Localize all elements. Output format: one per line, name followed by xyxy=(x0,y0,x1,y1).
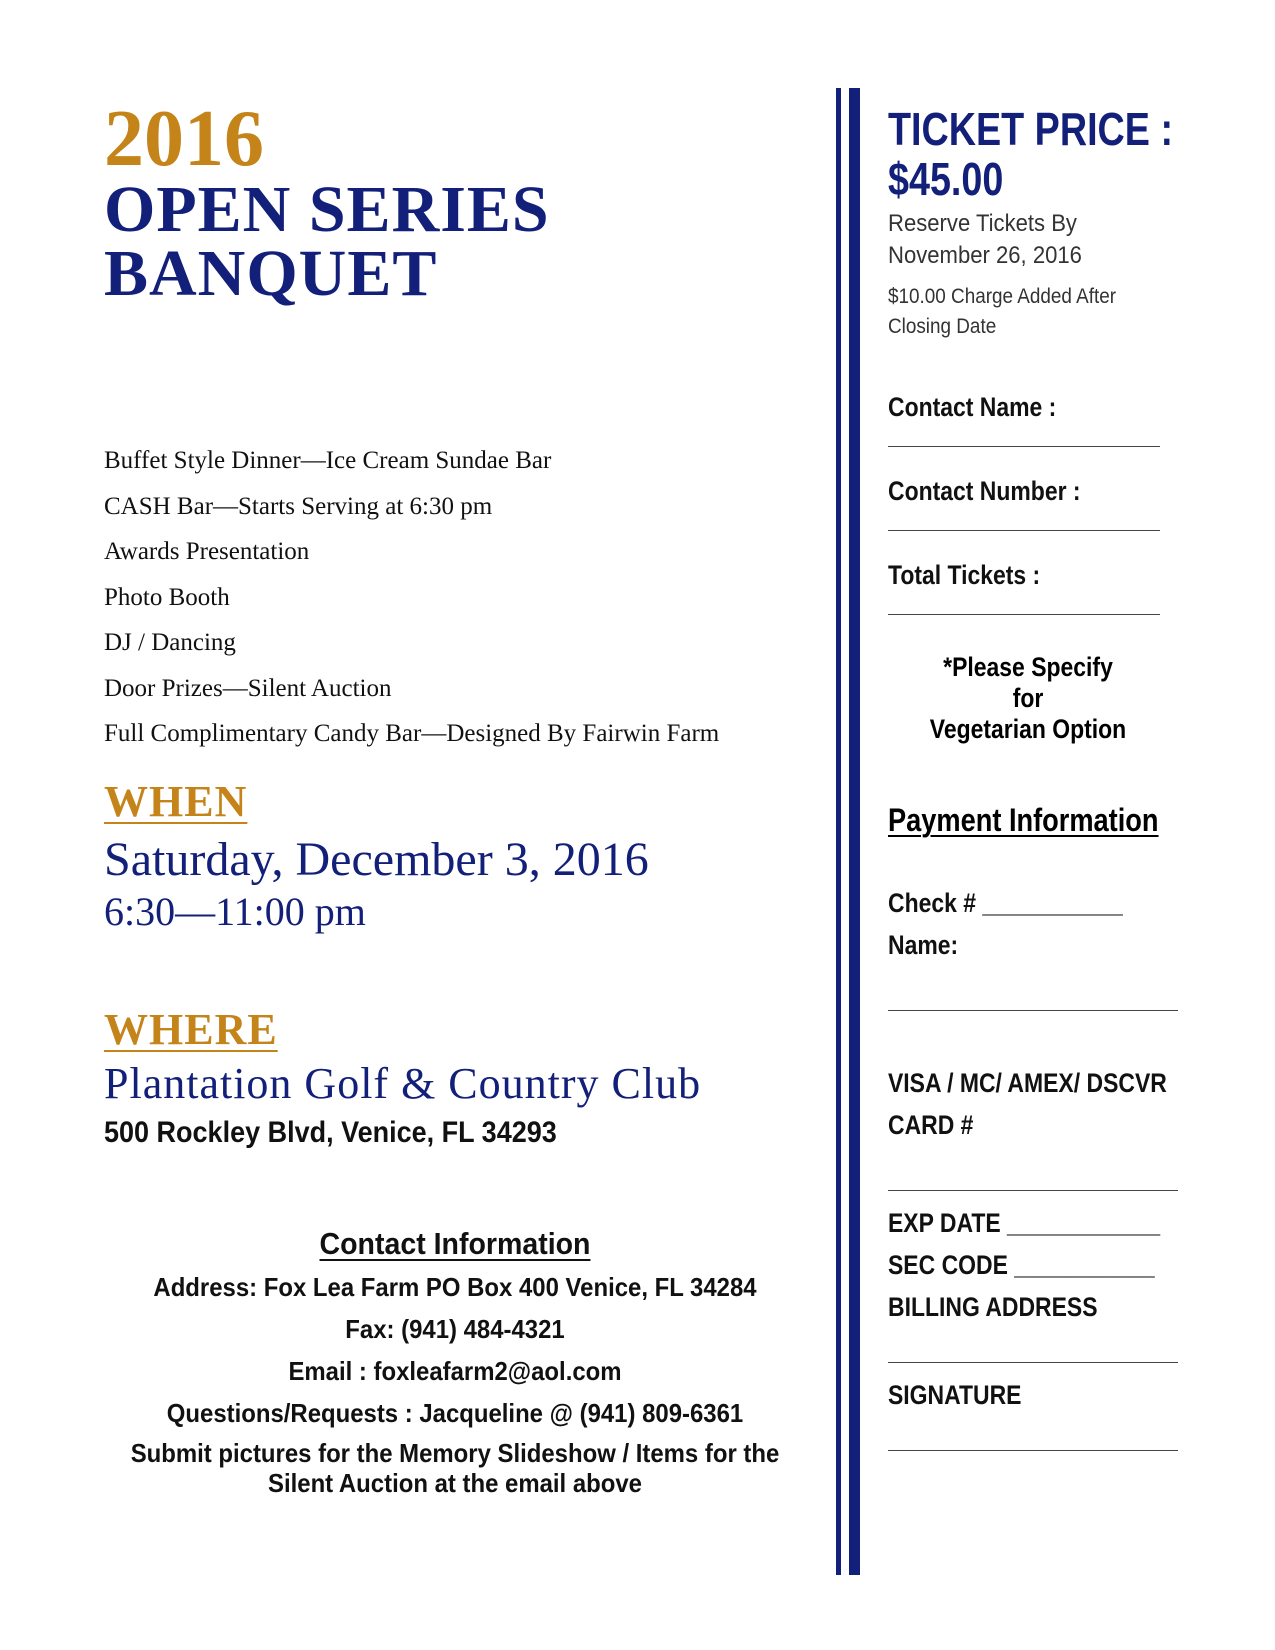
event-date: Saturday, December 3, 2016 xyxy=(104,833,649,886)
features-list xyxy=(104,444,719,763)
ticket-price-label: TICKET PRICE : xyxy=(888,103,1174,155)
event-title-line1: OPEN SERIES xyxy=(104,173,550,246)
ticket-panel xyxy=(888,104,1218,342)
feature-item: Awards Presentation xyxy=(104,538,310,565)
contact-address: Address: Fox Lea Farm PO Box 400 Venice, FL 34284 xyxy=(153,1272,757,1302)
check-number-field[interactable]: Check # ___________ xyxy=(888,888,1123,918)
venue-name: Plantation Golf & Country Club xyxy=(104,1059,702,1108)
reserve-line1: Reserve Tickets By xyxy=(888,210,1077,237)
submit-note-line1: Submit pictures for the Memory Slideshow / Items for the xyxy=(130,1438,780,1468)
charge-line1: $10.00 Charge Added After xyxy=(888,285,1117,308)
charge-line2: Closing Date xyxy=(888,315,997,338)
name-label: Name: xyxy=(888,930,959,960)
event-year: 2016 xyxy=(104,95,264,183)
late-charge-note xyxy=(888,282,1185,342)
event-time: 6:30—11:00 pm xyxy=(104,889,366,934)
signature-label: SIGNATURE xyxy=(888,1380,1022,1410)
sec-code-field[interactable]: SEC CODE ___________ xyxy=(888,1250,1155,1280)
contact-questions: Questions/Requests : Jacqueline @ (941) 809-6361 xyxy=(166,1398,744,1428)
feature-item: DJ / Dancing xyxy=(104,629,236,656)
veg-line2: Vegetarian Option xyxy=(929,714,1127,744)
divider-thin xyxy=(836,88,841,1575)
reserve-line2: November 26, 2016 xyxy=(888,242,1082,269)
vegetarian-note xyxy=(926,652,1130,745)
event-header xyxy=(104,95,824,310)
contact-number-field[interactable] xyxy=(888,530,1160,531)
submit-note-line2: Silent Auction at the email above xyxy=(268,1468,642,1498)
contact-fax: Fax: (941) 484-4321 xyxy=(345,1314,565,1344)
feature-item: Photo Booth xyxy=(104,583,230,611)
ticket-price: $45.00 xyxy=(888,153,1004,205)
card-types-label: VISA / MC/ AMEX/ DSCVR xyxy=(888,1068,1167,1098)
contact-name-field[interactable] xyxy=(888,446,1160,447)
veg-line1: *Please Specify for xyxy=(943,652,1113,713)
when-heading: WHEN xyxy=(104,777,248,826)
card-number-label: CARD # xyxy=(888,1110,974,1140)
feature-item: Full Complimentary Candy Bar—Designed By Fairwin Farm xyxy=(104,720,720,747)
total-tickets-field[interactable] xyxy=(888,614,1160,615)
event-title-line2: BANQUET xyxy=(104,237,438,310)
contact-info xyxy=(90,1222,820,1498)
where-heading: WHERE xyxy=(104,1005,278,1054)
feature-item: Door Prizes—Silent Auction xyxy=(104,674,392,702)
divider-thick xyxy=(849,88,860,1575)
billing-address-field[interactable] xyxy=(888,1362,1178,1363)
venue-address: 500 Rockley Blvd, Venice, FL 34293 xyxy=(104,1116,557,1149)
exp-date-field[interactable]: EXP DATE ____________ xyxy=(888,1208,1161,1238)
signature-field[interactable] xyxy=(888,1450,1178,1451)
contact-heading: Contact Information xyxy=(319,1226,591,1261)
contact-number-label: Contact Number : xyxy=(888,476,1081,506)
contact-email: Email : foxleafarm2@aol.com xyxy=(288,1356,622,1386)
feature-item: Buffet Style Dinner—Ice Cream Sundae Bar xyxy=(104,447,552,474)
billing-address-label: BILLING ADDRESS xyxy=(888,1292,1098,1322)
name-field[interactable] xyxy=(888,1010,1178,1011)
reserve-deadline xyxy=(888,208,1192,272)
card-number-field[interactable] xyxy=(888,1190,1178,1191)
feature-item: CASH Bar—Starts Serving at 6:30 pm xyxy=(104,492,493,520)
payment-heading: Payment Information xyxy=(888,802,1159,838)
contact-name-label: Contact Name : xyxy=(888,392,1057,422)
total-tickets-label: Total Tickets : xyxy=(888,560,1041,590)
